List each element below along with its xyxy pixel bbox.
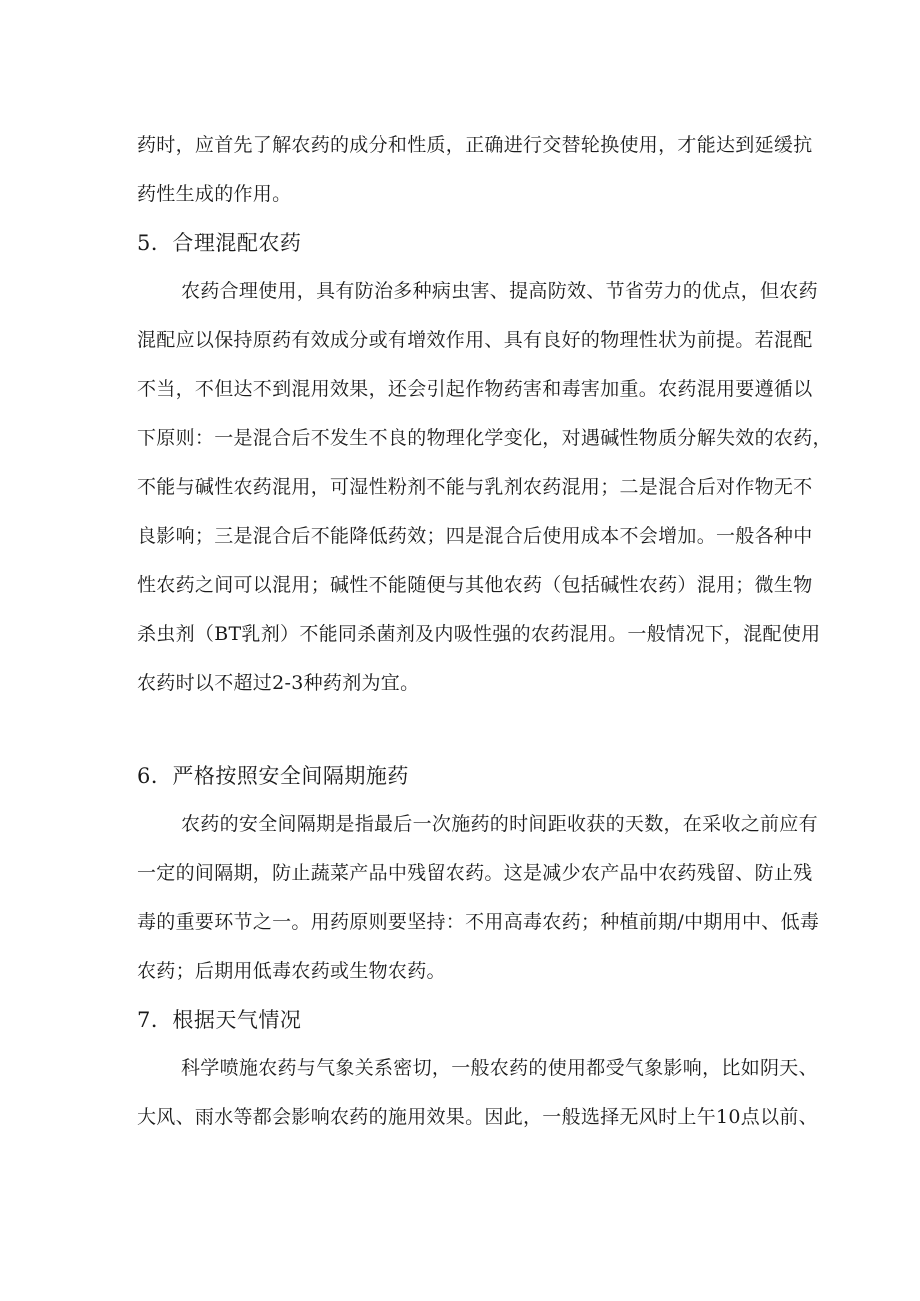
section-heading-5: 5．合理混配农药 [137,231,302,255]
paragraph-line: 混配应以保持原药有效成分或有增效作用、具有良好的物理性状为前提。若混配 [137,329,813,351]
paragraph-line: 大风、雨水等都会影响农药的施用效果。因此，一般选择无风时上午10点以前、 [137,1106,818,1128]
paragraph-line: 药性生成的作用。 [137,183,292,205]
paragraph-line: 不当，不但达不到混用效果，还会引起作物药害和毒害加重。农药混用要遵循以 [137,378,813,400]
paragraph-line: 下原则：一是混合后不发生不良的物理化学变化，对遇碱性物质分解失效的农药， [137,427,832,449]
section-heading-6: 6．严格按照安全间隔期施药 [137,764,409,788]
paragraph-line: 科学喷施农药与气象关系密切，一般农药的使用都受气象影响，比如阴天、 [181,1057,818,1079]
paragraph-line: 一定的间隔期，防止蔬菜产品中残留农药。这是减少农产品中农药残留、防止残 [137,862,813,884]
paragraph-line: 农药的安全间隔期是指最后一次施药的时间距收获的天数，在采收之前应有 [181,813,818,835]
paragraph-line: 药时，应首先了解农药的成分和性质，正确进行交替轮换使用，才能达到延缓抗 [137,134,813,156]
paragraph-line: 杀虫剂（BT乳剂）不能同杀菌剂及内吸性强的农药混用。一般情况下，混配使用 [137,623,821,645]
paragraph-line: 性农药之间可以混用；碱性不能随便与其他农药（包括碱性农药）混用；微生物 [137,574,813,596]
paragraph-line: 农药时以不超过2-3种药剂为宜。 [137,672,420,694]
section-heading-7: 7．根据天气情况 [137,1008,302,1032]
paragraph-line: 农药合理使用，具有防治多种病虫害、提高防效、节省劳力的优点，但农药 [181,280,818,302]
paragraph-line: 农药；后期用低毒农药或生物农药。 [137,960,446,982]
paragraph-line: 毒的重要环节之一。用药原则要坚持：不用高毒农药；种植前期/中期用中、低毒 [137,911,820,933]
paragraph-line: 不能与碱性农药混用，可湿性粉剂不能与乳剂农药混用；二是混合后对作物无不 [137,476,813,498]
paragraph-line: 良影响；三是混合后不能降低药效；四是混合后使用成本不会增加。一般各种中 [137,525,813,547]
